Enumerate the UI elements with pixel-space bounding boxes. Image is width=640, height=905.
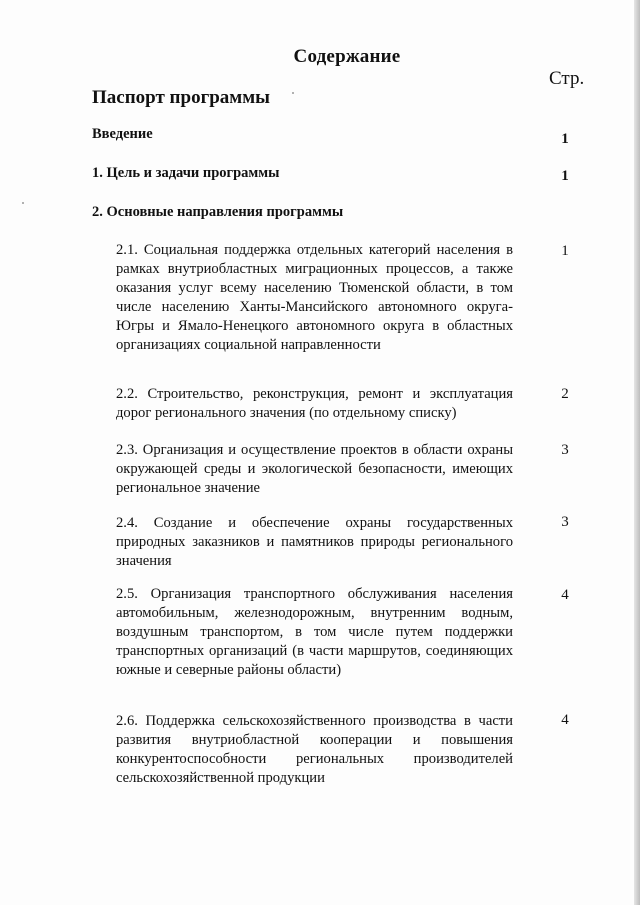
scan-speck	[292, 92, 294, 94]
toc-subsection-2-4-page: 3	[561, 514, 569, 530]
toc-section-introduction: Введение	[92, 126, 153, 142]
page-column-label: Стр.	[549, 68, 585, 89]
toc-subsection-2-3: 2.3. Организация и осуществление проектов в области охраны окружающей среды и экологической безопасности, имеющих региональное значение	[116, 442, 513, 496]
toc-subsection-2-1: 2.1. Социальная поддержка отдельных категорий населения в рамках внутриобластных миграционных процессов, а также оказания услуг всему населению Тюменской области, в том числе населению Ханты-Мансийского автономного округа-Югры и Ямало-Ненецкого автономного округа в областных организациях социальной направленности	[116, 242, 513, 353]
toc-subsection-2-1-page: 1	[561, 243, 569, 259]
passport-heading: Паспорт программы	[92, 87, 270, 108]
toc-subsection-2-6: 2.6. Поддержка сельскохозяйственного производства в части развития внутриобластной кооперации и повышения конкурентоспособности региональных производителей сельскохозяйственной продукции	[116, 713, 513, 786]
scan-speck	[22, 202, 24, 204]
toc-subsection-2-4: 2.4. Создание и обеспечение охраны государственных природных заказников и памятников природы регионального значения	[116, 515, 513, 569]
page-edge-shadow	[634, 0, 640, 905]
toc-subsection-2-5-page: 4	[561, 587, 569, 603]
document-title: Содержание	[293, 46, 401, 67]
toc-section-introduction-page: 1	[561, 131, 569, 147]
toc-subsection-2-2: 2.2. Строительство, реконструкция, ремонт и эксплуатация дорог регионального значения (по отдельному списку)	[116, 386, 513, 421]
toc-section-directions: 2. Основные направления программы	[92, 204, 344, 220]
toc-subsection-2-3-page: 3	[561, 442, 569, 458]
toc-subsection-2-2-page: 2	[561, 386, 569, 402]
toc-section-goals: 1. Цель и задачи программы	[92, 165, 280, 181]
toc-subsection-2-6-page: 4	[561, 712, 569, 728]
toc-section-goals-page: 1	[561, 168, 569, 184]
toc-subsection-2-5: 2.5. Организация транспортного обслуживания населения автомобильным, железнодорожным, внутренним водным, воздушным транспортом, в том числе путем поддержки транспортных организаций (в части маршрутов, соединяющих южные и северные районы области)	[116, 586, 513, 678]
